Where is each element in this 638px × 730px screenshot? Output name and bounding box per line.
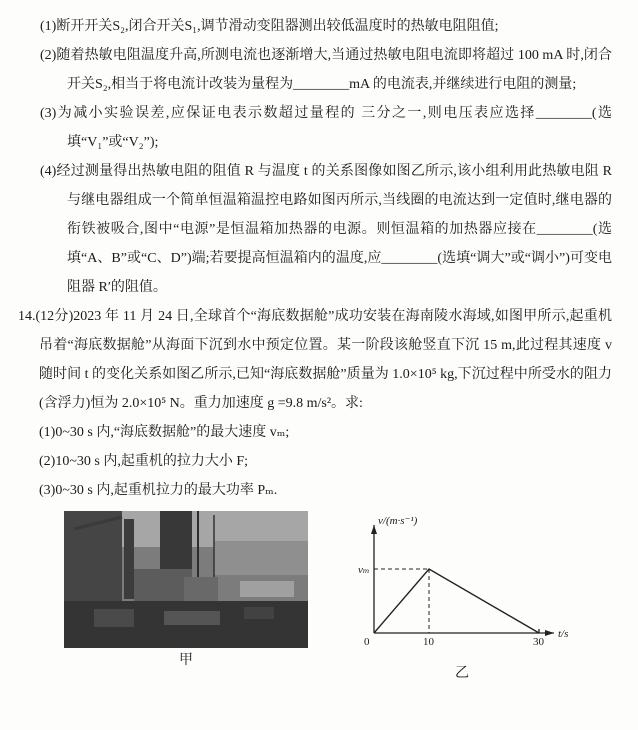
graph-ylabel: v/(m·s⁻¹) — [378, 515, 418, 527]
q14-sub-2: (2)10~30 s 内,起重机的拉力大小 F; — [39, 454, 249, 469]
figures-row — [18, 511, 612, 684]
velocity-time-graph — [342, 511, 582, 661]
figure-photo-caption: 甲 — [179, 653, 193, 668]
figure-graph — [342, 511, 582, 684]
q13-item-4: (4)经过测量得出热敏电阻的阻值 R 与温度 t 的关系图像如图乙所示,该小组利用此热敏电阻 R 与继电器组成一个简单恒温箱温控电路如图丙所示,当线圈的电流达到一定值时,继电器的衔铁被吸合,图中“电源”是恒温箱加热器的电源。则恒温箱的加热器应接在________(选填“A、B”或“C、D”)端;若要提高恒温箱内的温度,应________(选填“调大”或“调小”)可变电阻器 R′的阻值。 — [40, 164, 612, 295]
q14-sub-1: (1)0~30 s 内,“海底数据舱”的最大速度 vₘ; — [39, 425, 290, 440]
figure-photo — [64, 511, 308, 671]
q14-sub-3: (3)0~30 s 内,起重机拉力的最大功率 Pₘ. — [39, 483, 278, 498]
question-14 — [18, 302, 612, 505]
x-axis-arrow — [545, 630, 554, 636]
q14-stem: 14.(12分)2023 年 11 月 24 日,全球首个“海底数据舱”成功安装在海南陵水海域,如图甲所示,起重机吊着“海底数据舱”从海面下沉到水中预定位置。某一阶段该舱竖直下沉 15 m,此过程其速度 v 随时间 t 的变化关系如图乙所示,已知“海底数据舱”质量为 1.0×10⁵ kg,下沉过程中所受水的阻力(含浮力)恒为 2.0×10⁵ N。重力加速度 g =9.8 m/s²。求: — [18, 309, 612, 411]
y-axis-arrow — [371, 525, 377, 534]
graph-ytick-vm: vₘ — [358, 564, 370, 576]
graph-xtick-10: 10 — [423, 636, 434, 648]
graph-xtick-30: 30 — [533, 636, 544, 648]
q13-item-1: (1)断开开关S₂,闭合开关S₁,调节滑动变阻器测出较低温度时的热敏电阻阻值; — [40, 19, 499, 34]
crane-ship-photo — [64, 511, 308, 648]
graph-xlabel: t/s — [558, 628, 569, 640]
figure-graph-caption: 乙 — [455, 666, 469, 681]
q13-item-2: (2)随着热敏电阻温度升高,所测电流也逐渐增大,当通过热敏电阻电流即将超过 100 mA 时,闭合开关S₂,相当于将电流计改装为量程为________mA 的电流表,并继续进行电阻的测量; — [40, 48, 612, 92]
question-13-items — [18, 12, 612, 302]
v-t-line — [374, 569, 539, 633]
graph-xtick-0: 0 — [364, 636, 370, 648]
q13-item-3: (3)为减小实验误差,应保证电表示数超过量程的 三分之一,则电压表应选择________(选填“V₁”或“V₂”); — [40, 106, 612, 150]
